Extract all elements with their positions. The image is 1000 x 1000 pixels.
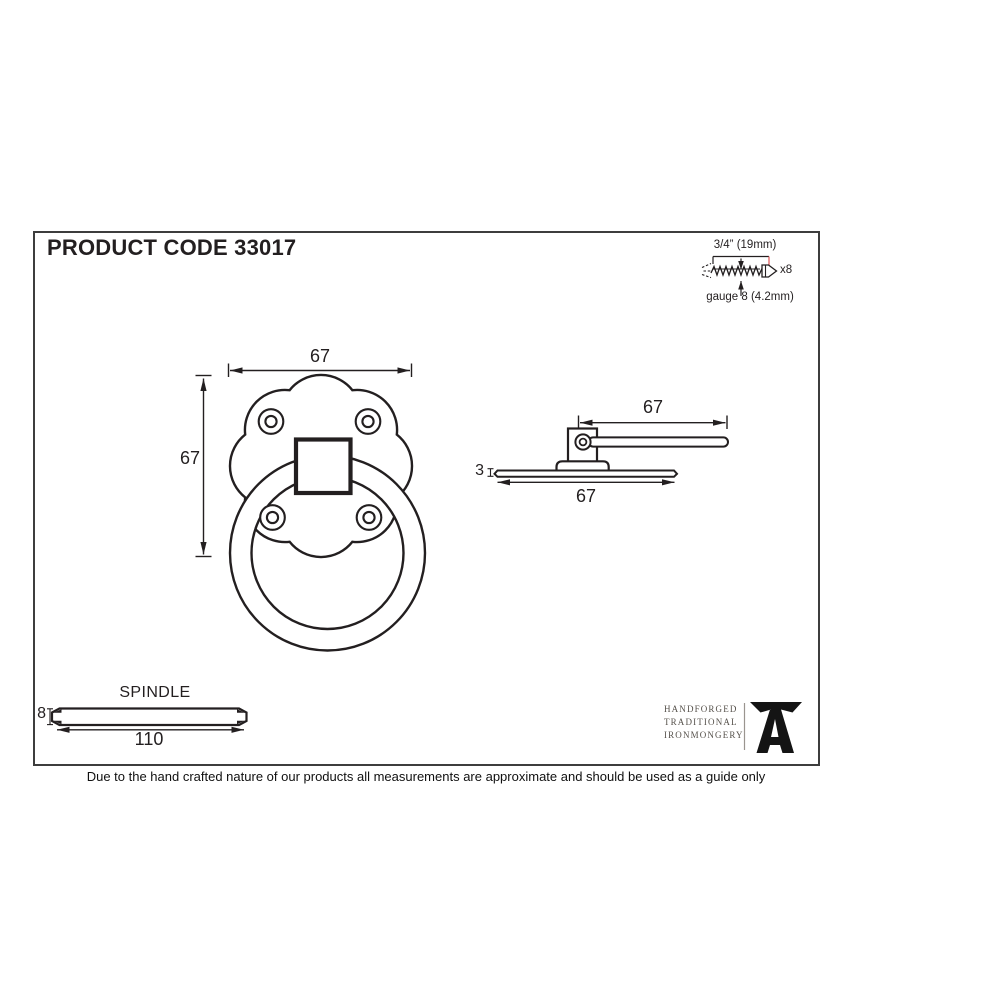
spindle-thickness-label: 8: [37, 705, 46, 722]
anvil-icon: [750, 702, 802, 753]
brand-line-1: HANDFORGED: [664, 704, 738, 714]
side-plate-thickness-label: 3: [475, 462, 484, 479]
brand-line-3: IRONMONGERY: [664, 730, 744, 740]
ring-bar: [589, 437, 729, 446]
fixing-gauge-label: gauge 8 (4.2mm): [706, 291, 794, 303]
spindle-length-label: 110: [134, 729, 164, 749]
spindle-drawing: [47, 709, 247, 730]
front-width-label: 67: [309, 346, 331, 366]
square-boss: [296, 440, 351, 494]
brand-line-2: TRADITIONAL: [664, 717, 738, 727]
brand-wordmark: [664, 703, 744, 742]
fixing-length-label: 3/4” (19mm): [713, 239, 777, 251]
spindle-title: SPINDLE: [119, 684, 191, 701]
side-plate-width-label: 67: [575, 486, 597, 506]
product-code: PRODUCT CODE 33017: [47, 235, 297, 260]
spindle-body: [52, 709, 247, 726]
fixing-quantity-label: x8: [780, 264, 793, 276]
disclaimer: Due to the hand crafted nature of our products all measurements are approximate and should be used as a guide only: [86, 769, 766, 784]
side-ring-projection-label: 67: [642, 397, 664, 417]
plate-edge: [495, 471, 678, 477]
front-view-drawing: [230, 375, 425, 651]
side-view-drawing: [495, 429, 729, 477]
front-height-label: 67: [179, 448, 200, 468]
